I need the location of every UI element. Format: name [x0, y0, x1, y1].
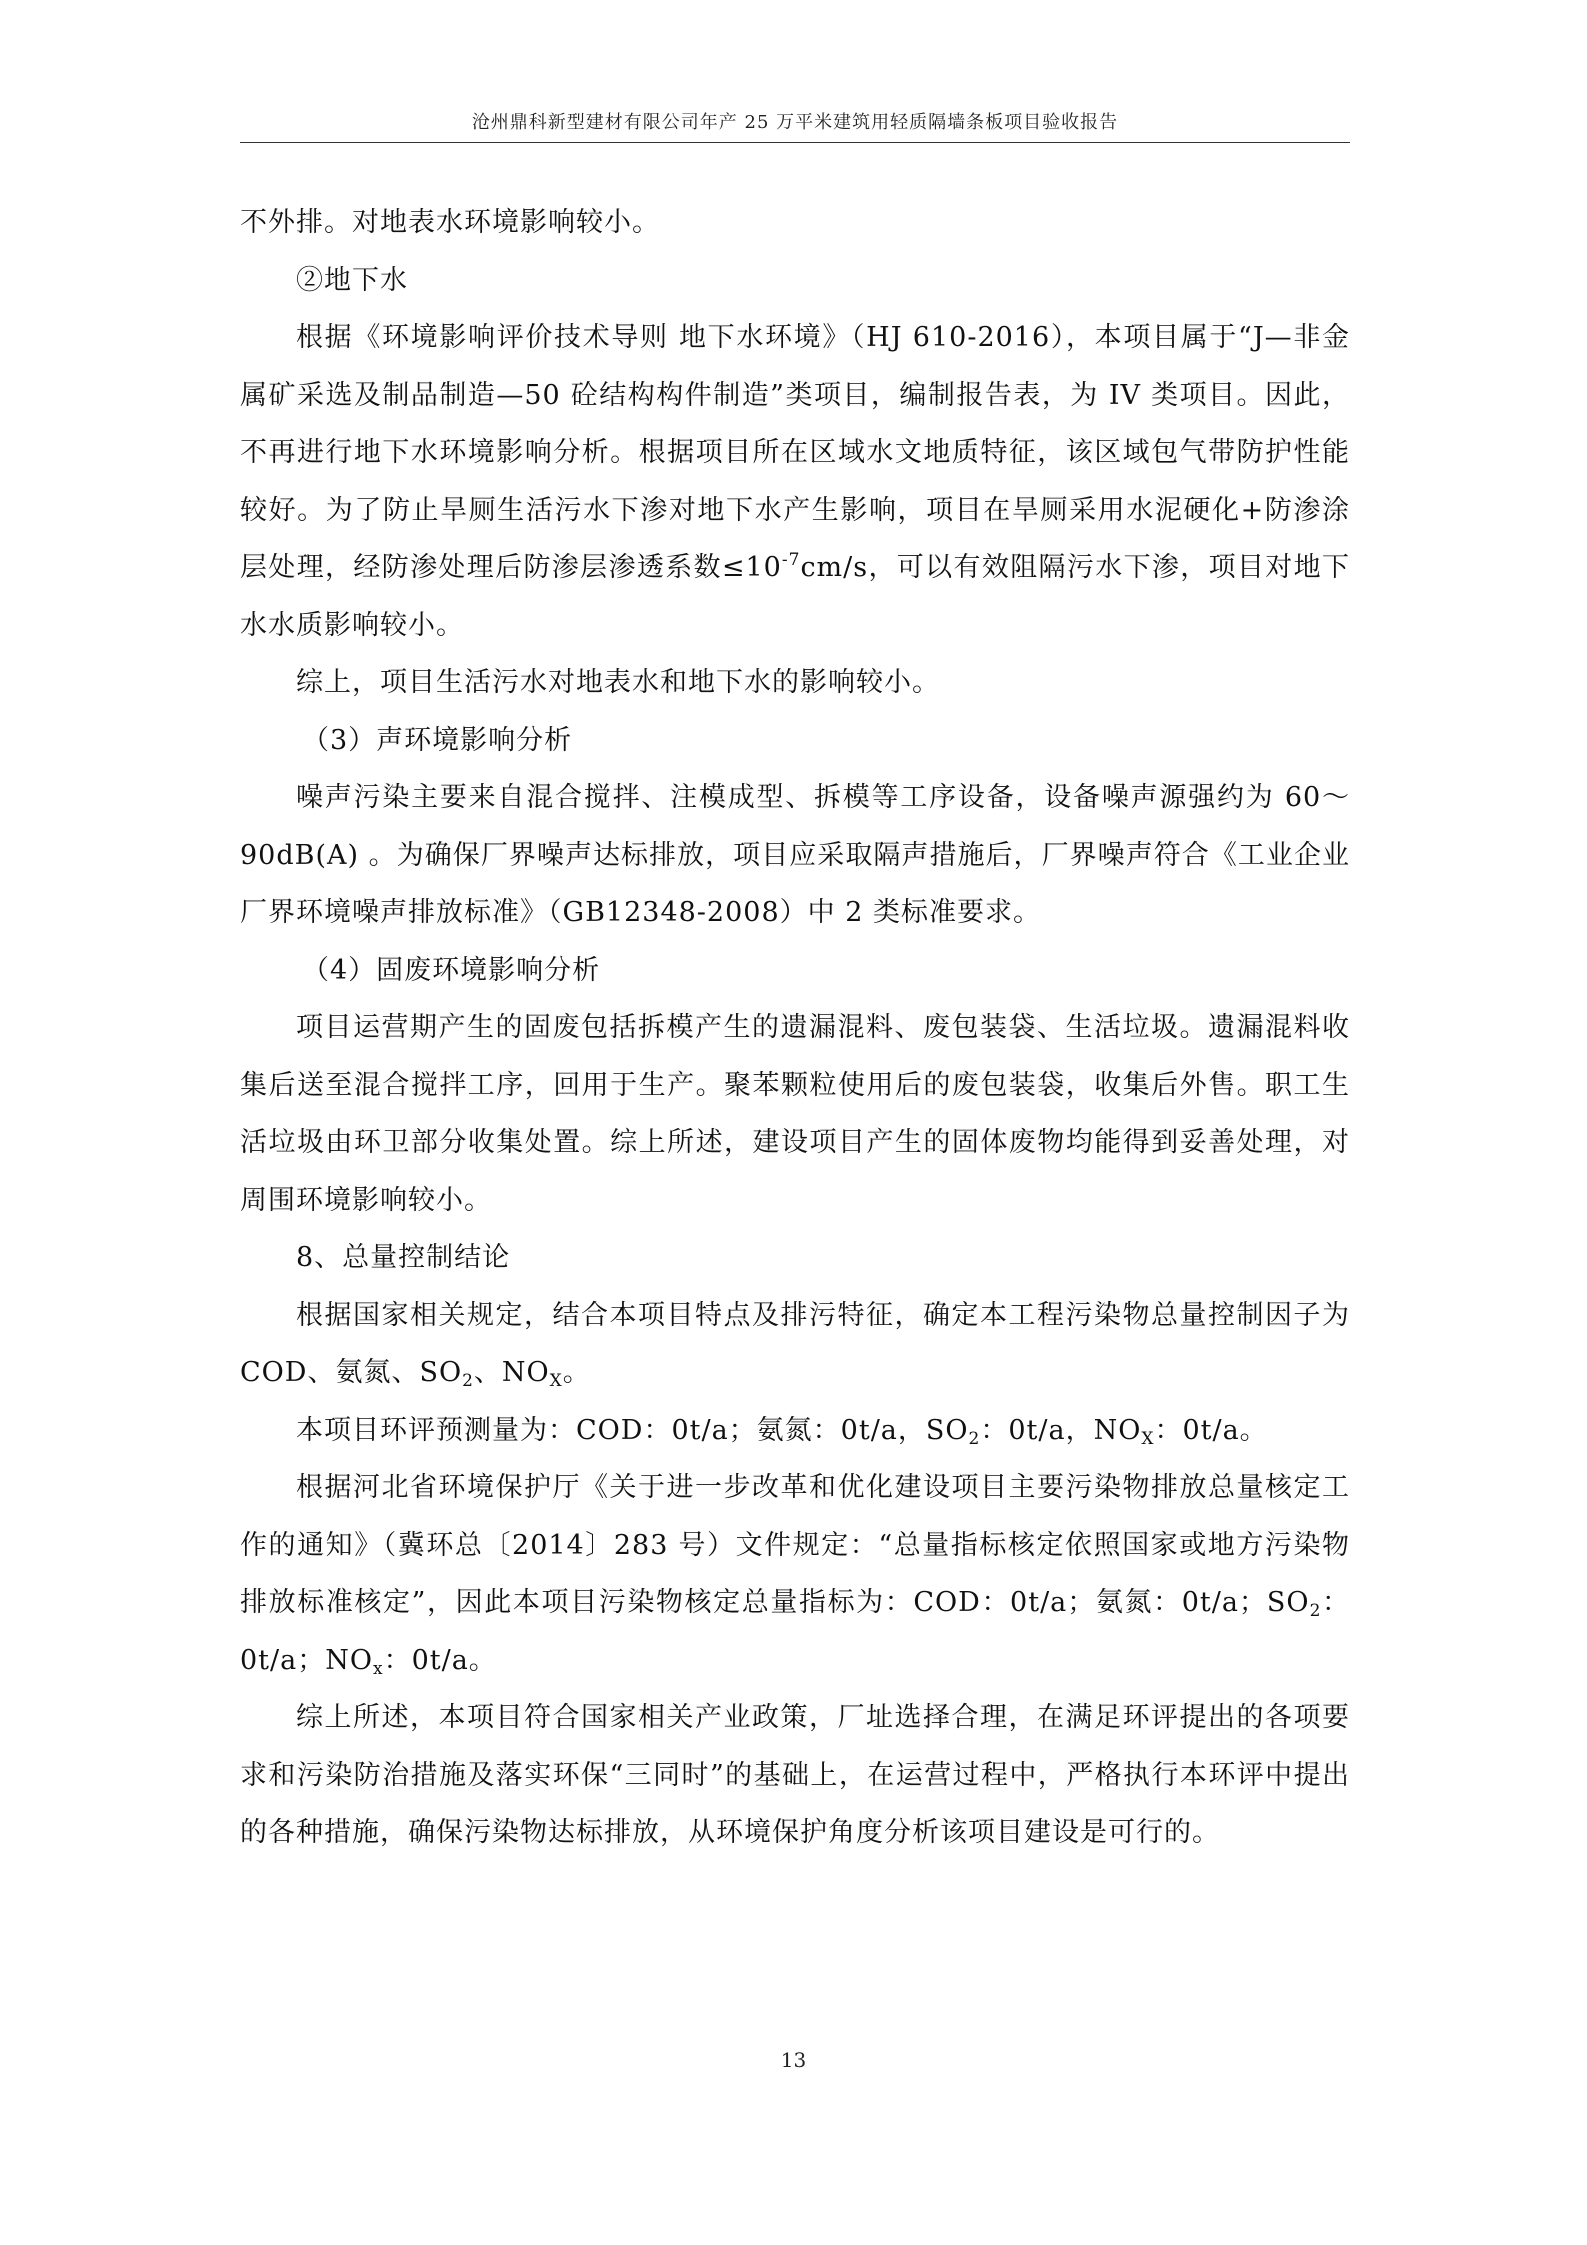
subscript: 2	[462, 1371, 474, 1391]
text: cm/s，可以有效阻隔污水下渗，项目对地下水水质影响较小。	[240, 552, 1350, 641]
paragraph-regulation	[240, 1459, 1350, 1689]
text: 本项目环评预测量为：COD：0t/a；氨氮：0t/a，SO	[296, 1414, 969, 1446]
heading-noise: （3）声环境影响分析	[302, 724, 573, 756]
superscript: -7	[781, 550, 801, 570]
text: 、NO	[473, 1357, 550, 1388]
text: 根据河北省环境保护厅《关于进一步改革和优化建设项目主要污染物排放总量核定工作的通知》（冀环总〔2014〕283 号）文件规定：“总量指标核定依照国家或地方污染物排放标准核定”，因此本项目污染物核定总量指标为：COD：0t/a；氨氮：0t/a；SO	[240, 1472, 1350, 1618]
subscript: X	[549, 1371, 563, 1391]
text: 根据《环境影响评价技术导则 地下水环境》（HJ 610-2016），本项目属于“J—非金属矿采选及制品制造—50 砼结构构件制造”类项目，编制报告表，为 IV 类项目。因此，不再进行地下水环境影响分析。根据项目所在区域水文地质特征，该区域包气带防护性能较好。为了防止旱厕生活污水下渗对地下水产生影响，项目在旱厕采用水泥硬化+防渗涂层处理，经防渗处理后防渗层渗透系数≤10	[240, 322, 1350, 583]
text: ：0t/a；NO	[240, 1587, 1350, 1676]
text: 。	[562, 1357, 591, 1388]
paragraph-conclusion: 综上所述，本项目符合国家相关产业政策，厂址选择合理，在满足环评提出的各项要求和污染防治措施及落实环保“三同时”的基础上，在运营过程中，严格执行本环评中提出的各种措施，确保污染物达标排放，从环境保护角度分析该项目建设是可行的。	[240, 1702, 1350, 1848]
paragraph-noise: 噪声污染主要来自混合搅拌、注模成型、拆模等工序设备，设备噪声源强约为 60～90dB(A) 。为确保厂界噪声达标排放，项目应采取隔声措施后，厂界噪声符合《工业企业厂界环境噪声排放标准》（GB12348-2008）中 2 类标准要求。	[240, 782, 1350, 928]
subscript: X	[1141, 1428, 1155, 1449]
page-number: 13	[780, 2048, 807, 2072]
paragraph-1: 不外排。对地表水环境影响较小。	[240, 207, 660, 238]
paragraph-summary-water: 综上，项目生活污水对地表水和地下水的影响较小。	[296, 667, 940, 698]
paragraph-groundwater	[240, 309, 1350, 654]
subheading-groundwater: ②地下水	[296, 264, 408, 296]
page-header: 沧州鼎科新型建材有限公司年产 25 万平米建筑用轻质隔墙条板项目验收报告	[240, 108, 1350, 143]
paragraph-predicted-amount	[240, 1402, 1350, 1460]
text: ：0t/a，NO	[980, 1414, 1142, 1446]
subscript: 2	[1309, 1601, 1322, 1621]
paragraph-control-factors	[240, 1287, 1350, 1402]
document-body	[240, 194, 1350, 1862]
subscript: x	[372, 1658, 384, 1679]
text: 根据国家相关规定，结合本项目特点及排污特征，确定本工程污染物总量控制因子为 COD、氨氮、SO	[240, 1299, 1350, 1388]
subscript: 2	[968, 1428, 981, 1449]
heading-solid-waste: （4）固废环境影响分析	[302, 954, 601, 986]
text: ：0t/a。	[383, 1644, 497, 1676]
text: ：0t/a。	[1154, 1414, 1268, 1446]
paragraph-solid-waste: 项目运营期产生的固废包括拆模产生的遗漏混料、废包装袋、生活垃圾。遗漏混料收集后送至混合搅拌工序，回用于生产。聚苯颗粒使用后的废包装袋，收集后外售。职工生活垃圾由环卫部分收集处置。综上所述，建设项目产生的固体废物均能得到妥善处理，对周围环境影响较小。	[240, 1012, 1350, 1216]
heading-total-control: 8、总量控制结论	[296, 1242, 511, 1273]
